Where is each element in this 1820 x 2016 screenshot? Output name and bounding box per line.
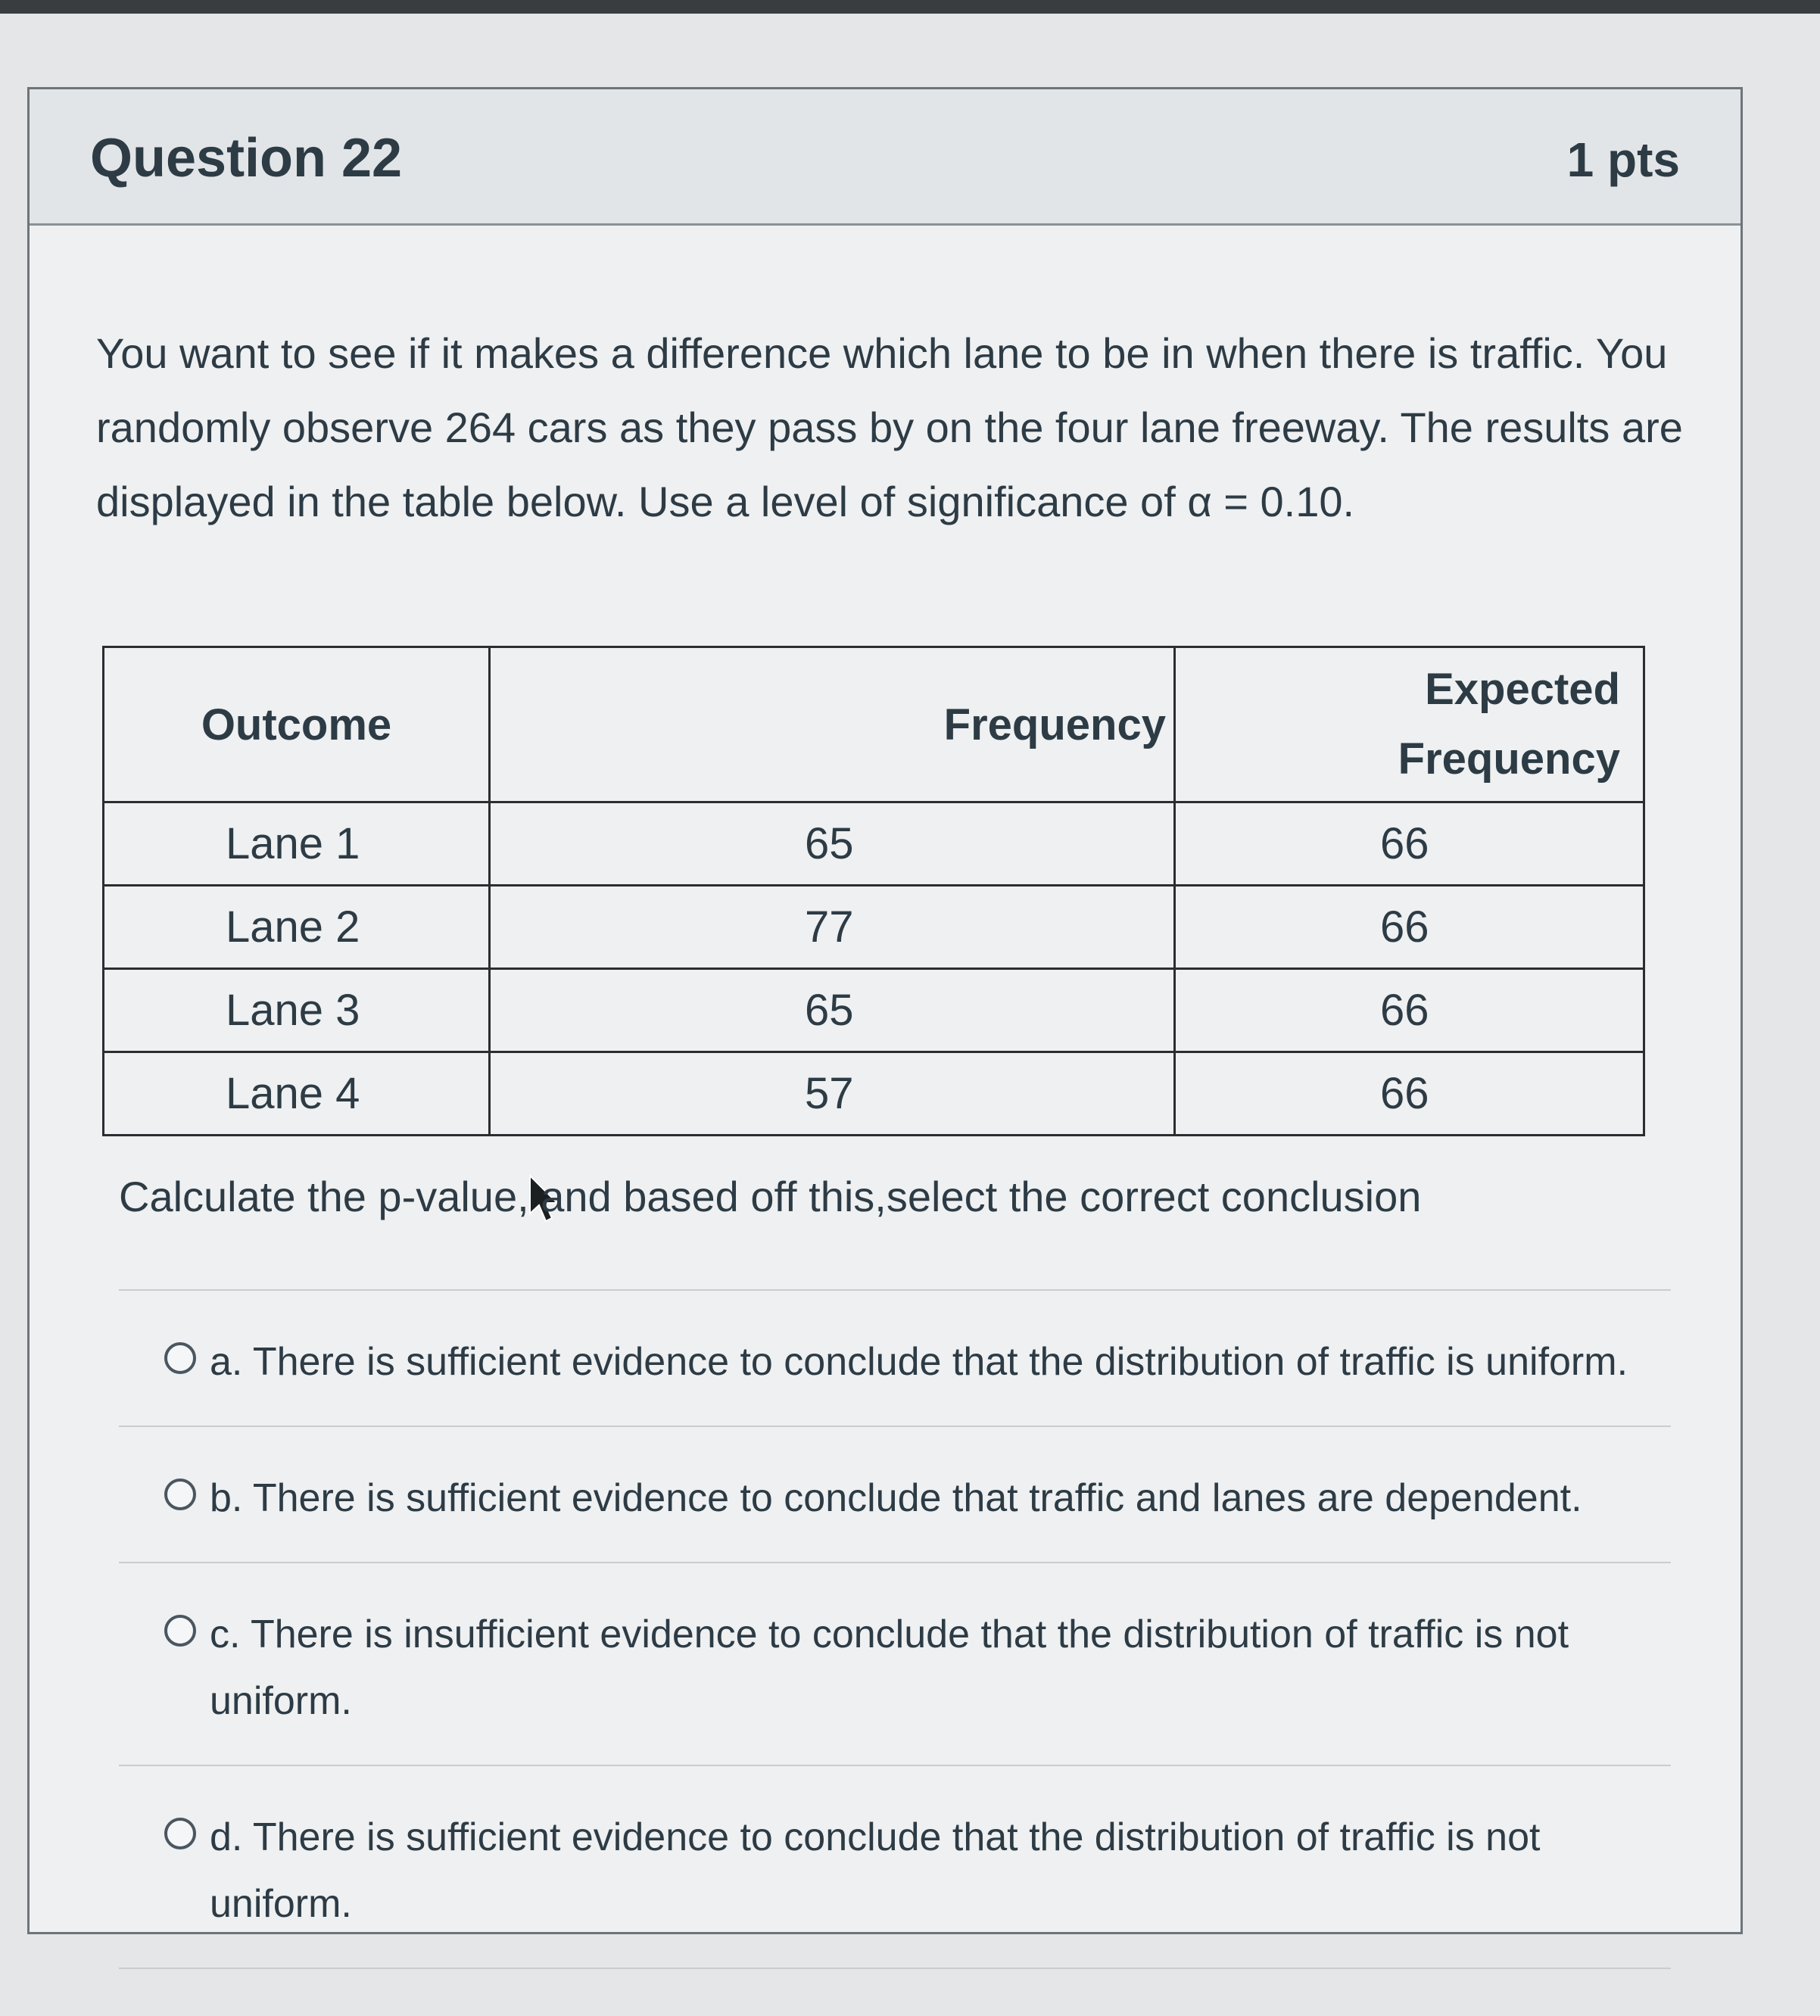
header-expected-frequency — [1175, 647, 1644, 802]
cell-expected: 66 — [1175, 969, 1644, 1052]
radio-button-icon[interactable] — [164, 1615, 196, 1647]
question-title: Question 22 — [90, 128, 403, 189]
question-header — [30, 89, 1741, 226]
cell-outcome: Lane 3 — [104, 969, 490, 1052]
answer-label: c. There is insufficient evidence to conclude that the distribution of traffic is not uniform. — [210, 1612, 1569, 1723]
frequency-table — [102, 646, 1645, 1136]
answer-option-d[interactable] — [119, 1766, 1671, 1969]
top-bar — [0, 0, 1820, 14]
cell-frequency: 65 — [490, 969, 1175, 1052]
cell-frequency: 77 — [490, 886, 1175, 969]
table-row — [104, 886, 1644, 969]
header-expected-line1: Expected — [1425, 665, 1620, 714]
answer-label: d. There is sufficient evidence to conclude that the distribution of traffic is not uniform. — [210, 1815, 1541, 1926]
radio-button-icon[interactable] — [164, 1342, 196, 1374]
radio-button-icon[interactable] — [164, 1818, 196, 1849]
cell-expected: 66 — [1175, 802, 1644, 886]
answer-option-c[interactable] — [119, 1563, 1671, 1766]
cell-frequency: 57 — [490, 1052, 1175, 1136]
cell-outcome: Lane 4 — [104, 1052, 490, 1136]
answer-label: b. There is sufficient evidence to conclude that traffic and lanes are dependent. — [210, 1476, 1582, 1520]
cell-frequency: 65 — [490, 802, 1175, 886]
instruction-text: Calculate the p-value, and based off this,select the correct conclusion — [119, 1173, 1422, 1220]
cell-expected: 66 — [1175, 886, 1644, 969]
header-outcome: Outcome — [104, 647, 490, 802]
answer-list — [119, 1289, 1671, 1969]
header-expected-line2: Frequency — [1398, 734, 1620, 784]
cell-outcome: Lane 1 — [104, 802, 490, 886]
cell-outcome: Lane 2 — [104, 886, 490, 969]
answer-option-b[interactable] — [119, 1427, 1671, 1563]
question-text: You want to see if it makes a difference which lane to be in when there is traffic. You randomly observe 264 cars as they pass by on the four lane freeway. The results are displayed in the table below. Use a level of significance of α = 0.10. — [96, 329, 1683, 525]
table-row — [104, 802, 1644, 886]
radio-button-icon[interactable] — [164, 1479, 196, 1510]
answer-option-a[interactable] — [119, 1291, 1671, 1427]
table-header-row — [104, 647, 1644, 802]
header-frequency: Frequency — [490, 647, 1175, 802]
cell-expected: 66 — [1175, 1052, 1644, 1136]
answer-label: a. There is sufficient evidence to conclude that the distribution of traffic is uniform. — [210, 1340, 1628, 1384]
table-row — [104, 1052, 1644, 1136]
question-card — [27, 87, 1743, 1934]
table-row — [104, 969, 1644, 1052]
question-points: 1 pts — [1566, 132, 1680, 187]
